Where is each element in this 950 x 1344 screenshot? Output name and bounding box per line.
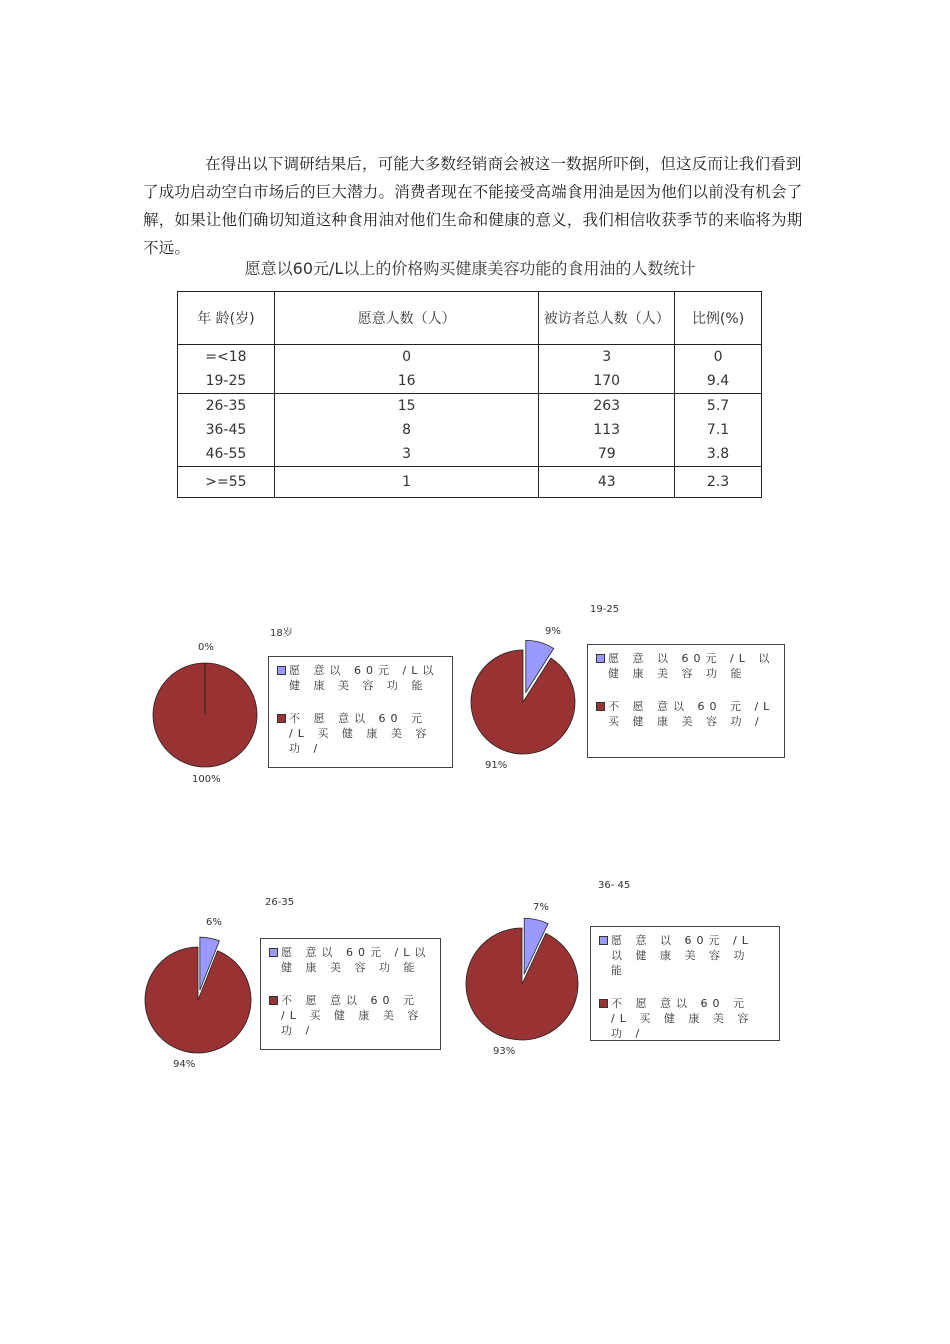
table-header-row — [178, 292, 762, 345]
cell-willing: 8 — [274, 418, 538, 442]
header-willing: 愿意人数（人） — [274, 292, 538, 345]
legend-swatch-willing — [596, 654, 605, 663]
legend-label: 愿 意 以 60元 /L 以 健 康 美 容 功 能 — [611, 934, 753, 977]
cell-ratio: 5.7 — [675, 394, 762, 419]
legend-item-unwilling — [599, 996, 771, 1041]
cell-age: 36-45 — [178, 418, 275, 442]
legend — [590, 926, 780, 1041]
cell-total: 79 — [539, 442, 675, 467]
pie-label-willing: 7% — [533, 902, 549, 913]
cell-willing: 15 — [274, 394, 538, 419]
table-row — [178, 394, 762, 419]
intro-paragraph — [143, 150, 811, 262]
cell-age: 46-55 — [178, 442, 275, 467]
legend-item-unwilling — [269, 993, 432, 1038]
cell-willing: 0 — [274, 345, 538, 370]
legend-swatch-unwilling — [277, 714, 286, 723]
header-total: 被访者总人数（人） — [539, 292, 675, 345]
cell-age: =<18 — [178, 345, 275, 370]
chart-title: 18岁 — [270, 628, 293, 639]
legend — [260, 938, 441, 1050]
legend-item-willing — [596, 651, 776, 681]
legend-label: 不 愿 意以 60 元 /L 买 健 康 美 容 功 / — [289, 712, 432, 755]
pie-label-willing: 9% — [545, 626, 561, 637]
cell-willing: 3 — [274, 442, 538, 467]
pie-slice-unwilling — [145, 947, 251, 1053]
header-age: 年 龄(岁) — [178, 292, 275, 345]
legend-swatch-unwilling — [596, 702, 605, 711]
pie-label-unwilling: 94% — [173, 1059, 196, 1070]
cell-ratio: 3.8 — [675, 442, 762, 467]
cell-total: 170 — [539, 369, 675, 394]
pie-chart-26-35 — [140, 895, 450, 1075]
pie-label-willing: 0% — [198, 642, 214, 653]
legend-swatch-unwilling — [269, 996, 278, 1005]
cell-willing: 16 — [274, 369, 538, 394]
table-title: 愿意以60元/L以上的价格购买健康美容功能的食用油的人数统计 — [244, 259, 696, 278]
pie-label-unwilling: 100% — [192, 774, 221, 785]
legend-swatch-willing — [269, 948, 278, 957]
legend — [268, 656, 453, 768]
intro-text: 在得出以下调研结果后，可能大多数经销商会被这一数据所吓倒，但这反而让我们看到了成功启动空白市场后的巨大潜力。消费者现在不能接受高端食用油是因为他们以前没有机会了解，如果让他们确切知道这种食用油对他们生命和健康的意义，我们相信收获季节的来临将为期不远。 — [143, 155, 803, 257]
cell-age: 19-25 — [178, 369, 275, 394]
legend-item-willing — [269, 945, 432, 975]
cell-total: 3 — [539, 345, 675, 370]
pie-chart-36-45 — [460, 878, 790, 1068]
pie-slice-unwilling — [466, 928, 578, 1040]
cell-willing: 1 — [274, 467, 538, 498]
pie-svg — [465, 598, 605, 778]
header-ratio: 比例(%) — [675, 292, 762, 345]
legend-swatch-willing — [599, 936, 608, 945]
cell-total: 43 — [539, 467, 675, 498]
table-row — [178, 418, 762, 442]
legend-item-unwilling — [277, 711, 444, 756]
table-row — [178, 369, 762, 394]
pie-svg — [460, 878, 600, 1068]
legend-swatch-unwilling — [599, 999, 608, 1008]
cell-age: >=55 — [178, 467, 275, 498]
legend-item-willing — [599, 933, 771, 978]
legend-swatch-willing — [277, 666, 286, 675]
legend-item-willing — [277, 663, 444, 693]
legend-label: 愿 意 以 60元 /L 以 健 康 美 容 功 能 — [608, 652, 775, 680]
chart-title: 26-35 — [265, 897, 295, 908]
pie-label-willing: 6% — [206, 917, 222, 928]
pie-chart-19-25 — [465, 598, 795, 778]
pie-slice-unwilling — [471, 650, 575, 754]
cell-ratio: 7.1 — [675, 418, 762, 442]
cell-ratio: 0 — [675, 345, 762, 370]
legend-label: 不 愿 意以 60 元 /L 买 健 康 美 容 功 / — [281, 994, 424, 1037]
legend-item-unwilling — [596, 699, 776, 729]
cell-age: 26-35 — [178, 394, 275, 419]
legend-label: 愿 意以 60元 /L以 健 康 美 容 功 能 — [289, 664, 439, 692]
cell-ratio: 2.3 — [675, 467, 762, 498]
table-row — [178, 345, 762, 370]
legend — [587, 644, 785, 758]
table-row — [178, 467, 762, 498]
cell-ratio: 9.4 — [675, 369, 762, 394]
legend-label: 愿 意以 60元 /L以 健 康 美 容 功 能 — [281, 946, 431, 974]
cell-total: 263 — [539, 394, 675, 419]
table-row — [178, 442, 762, 467]
pie-label-unwilling: 93% — [493, 1046, 516, 1057]
chart-title: 19-25 — [590, 604, 620, 615]
stats-table — [177, 291, 762, 498]
cell-total: 113 — [539, 418, 675, 442]
chart-title: 36- 45 — [598, 880, 631, 891]
pie-label-unwilling: 91% — [485, 760, 508, 771]
legend-label: 不 愿 意以 60 元 /L 买 健 康 美 容 功 / — [611, 997, 754, 1040]
pie-chart-18 — [140, 620, 470, 790]
legend-label: 不 愿 意以 60 元 /L 买 健 康 美 容 功 / — [608, 700, 775, 728]
